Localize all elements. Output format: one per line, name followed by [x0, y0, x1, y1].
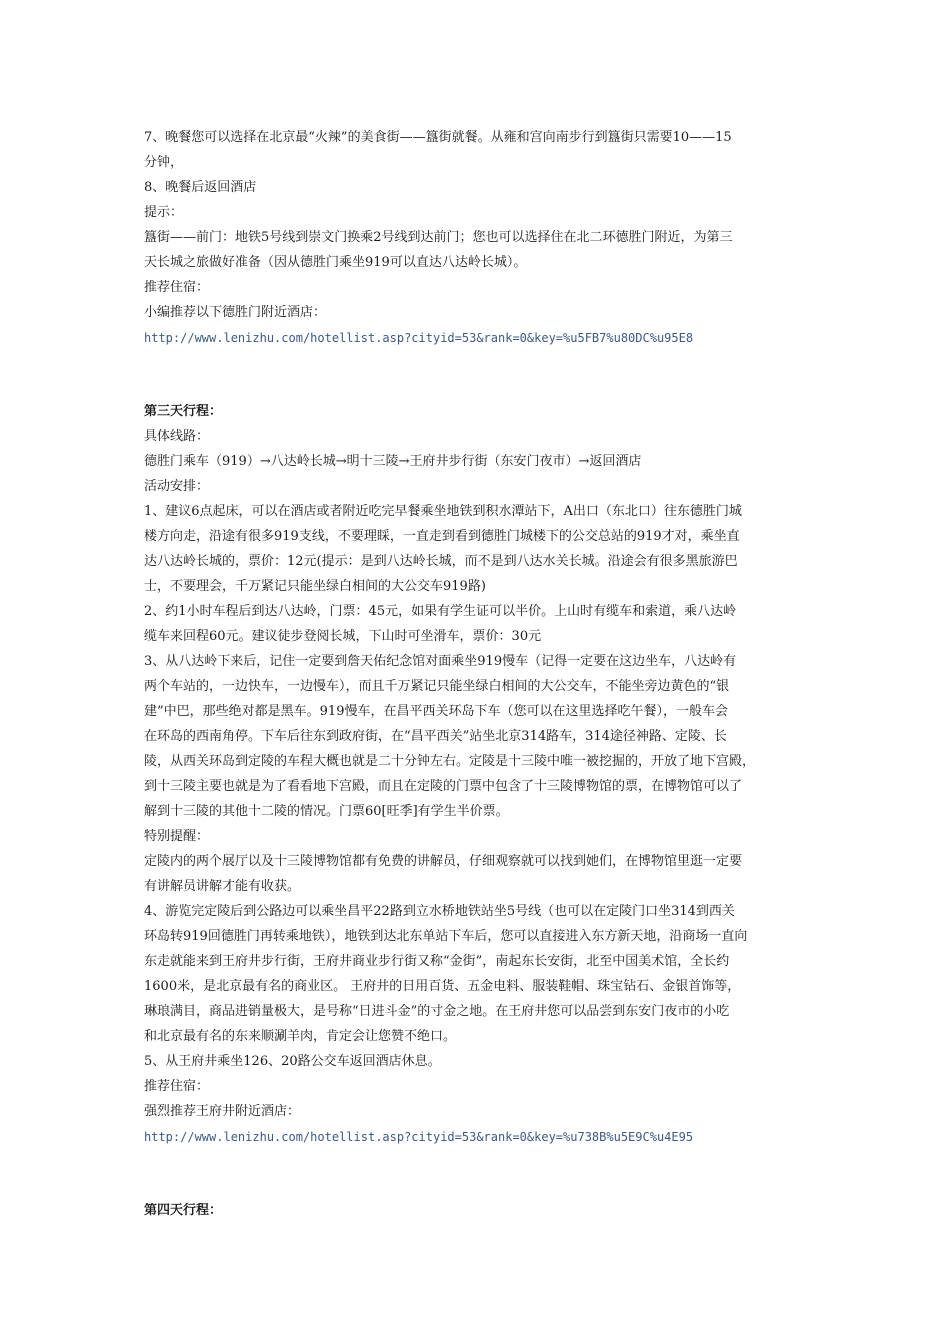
text-line: 解到十三陵的其他十二陵的情况。门票60[旺季]有学生半价票。 [144, 804, 509, 819]
text-line: 和北京最有名的东来顺涮羊肉，肯定会让您赞不绝口。 [144, 1029, 457, 1044]
text-line: 两个车站的，一边快车，一边慢车），而且千万紧记只能坐绿白相间的大公交车，不能坐旁边黄色的“银 [144, 679, 730, 694]
text-line: 活动安排： [144, 479, 210, 494]
text-line: 具体线路： [144, 429, 210, 444]
day-four-heading: 第四天行程： [144, 1203, 223, 1218]
text-line: 提示： [144, 205, 184, 220]
text-line: 东走就能来到王府井步行街，王府井商业步行街又称“金街”，南起东长安街，北至中国美术馆，全长约 [144, 954, 730, 969]
hotel-link[interactable]: http://www.lenizhu.com/hotellist.asp?cityid=53&rank=0&key=%u738B%u5E9C%u4E95 [144, 1130, 694, 1144]
text-line: 琳琅满目，商品进销量极大，是号称“日进斗金”的寸金之地。在王府井您可以品尝到东安门夜市的小吃 [144, 1004, 730, 1019]
text-line: 1、建议6点起床，可以在酒店或者附近吃完早餐乘坐地铁到积水潭站下，A出口（东北口）往东德胜门城 [144, 504, 742, 519]
text-line: 分钟， [144, 155, 184, 170]
hotel-link[interactable]: http://www.lenizhu.com/hotellist.asp?cityid=53&rank=0&key=%u5FB7%u80DC%u95E8 [144, 331, 694, 345]
text-line: 陵，从西关环岛到定陵的车程大概也就是二十分钟左右。定陵是十三陵中唯一被挖掘的，开放了地下宫殿， [144, 754, 756, 769]
text-line: 7、晚餐您可以选择在北京最“火辣”的美食街——簋街就餐。从雍和宫向南步行到簋街只需要10——15 [144, 130, 732, 145]
text-line: 缆车来回程60元。建议徒步登阅长城，下山时可坐滑车，票价：30元 [144, 629, 542, 644]
text-line: 5、从王府井乘坐126、20路公交车返回酒店休息。 [144, 1054, 441, 1069]
text-line: 1600米，是北京最有名的商业区。 王府井的日用百货、五金电料、服装鞋帽、珠宝钻石、金银首饰等， [144, 979, 741, 994]
text-line: 达八达岭长城的，票价：12元(提示：是到八达岭长城，而不是到八达水关长城。沿途会有很多黑旅游巴 [144, 554, 738, 569]
text-line: 2、约1小时车程后到达八达岭，门票：45元，如果有学生证可以半价。上山时有缆车和索道，乘八达岭 [144, 604, 737, 619]
text-line: 推荐住宿： [144, 280, 210, 295]
day-three-heading: 第三天行程： [144, 404, 223, 419]
text-line: 小编推荐以下德胜门附近酒店： [144, 305, 327, 320]
text-line: 有讲解员讲解才能有收获。 [144, 879, 301, 894]
text-line: 4、游览完定陵后到公路边可以乘坐昌平22路到立水桥地铁站坐5号线（也可以在定陵门口坐314到西关 [144, 904, 735, 919]
text-line: 到十三陵主要也就是为了看看地下宫殿，而且在定陵的门票中包含了十三陵博物馆的票，在博物馆可以了 [144, 779, 743, 794]
text-line: 定陵内的两个展厅以及十三陵博物馆都有免费的讲解员，仔细观察就可以找到她们，在博物馆里逛一定要 [144, 854, 743, 869]
text-line: 推荐住宿： [144, 1079, 210, 1094]
text-line: 强烈推荐王府井附近酒店： [144, 1104, 301, 1119]
text-line: 楼方向走，沿途有很多919支线，不要理睬，一直走到看到德胜门城楼下的公交总站的919才对，乘坐直 [144, 529, 740, 544]
text-line: 在环岛的西南角停。下车后往东到政府街，在“昌平西关”站坐北京314路车，314途径神路、定陵、长 [144, 729, 727, 744]
text-line: 环岛转919回德胜门再转乘地铁），地铁到达北东单站下车后，您可以直接进入东方新天地，沿商场一直向 [144, 929, 748, 944]
text-line: 簋街——前门：地铁5号线到崇文门换乘2号线到达前门；您也可以选择住在北二环德胜门附近，为第三 [144, 230, 733, 245]
text-line: 特别提醒： [144, 829, 210, 844]
text-line: 8、晚餐后返回酒店 [144, 180, 257, 195]
text-line: 3、从八达岭下来后，记住一定要到詹天佑纪念馆对面乘坐919慢车（记得一定要在这边坐车，八达岭有 [144, 654, 737, 669]
text-line: 德胜门乘车（919）→八达岭长城→明十三陵→王府井步行街（东安门夜市）→返回酒店 [144, 454, 642, 469]
text-line: 建”中巴，那些绝对都是黑车。919慢车，在昌平西关环岛下车（您可以在这里选择吃午餐），一般车会 [144, 704, 728, 719]
text-line: 士，不要理会，千万紧记只能坐绿白相间的大公交车919路) [144, 579, 486, 594]
text-line: 天长城之旅做好准备（因从德胜门乘坐919可以直达八达岭长城）。 [144, 255, 527, 270]
